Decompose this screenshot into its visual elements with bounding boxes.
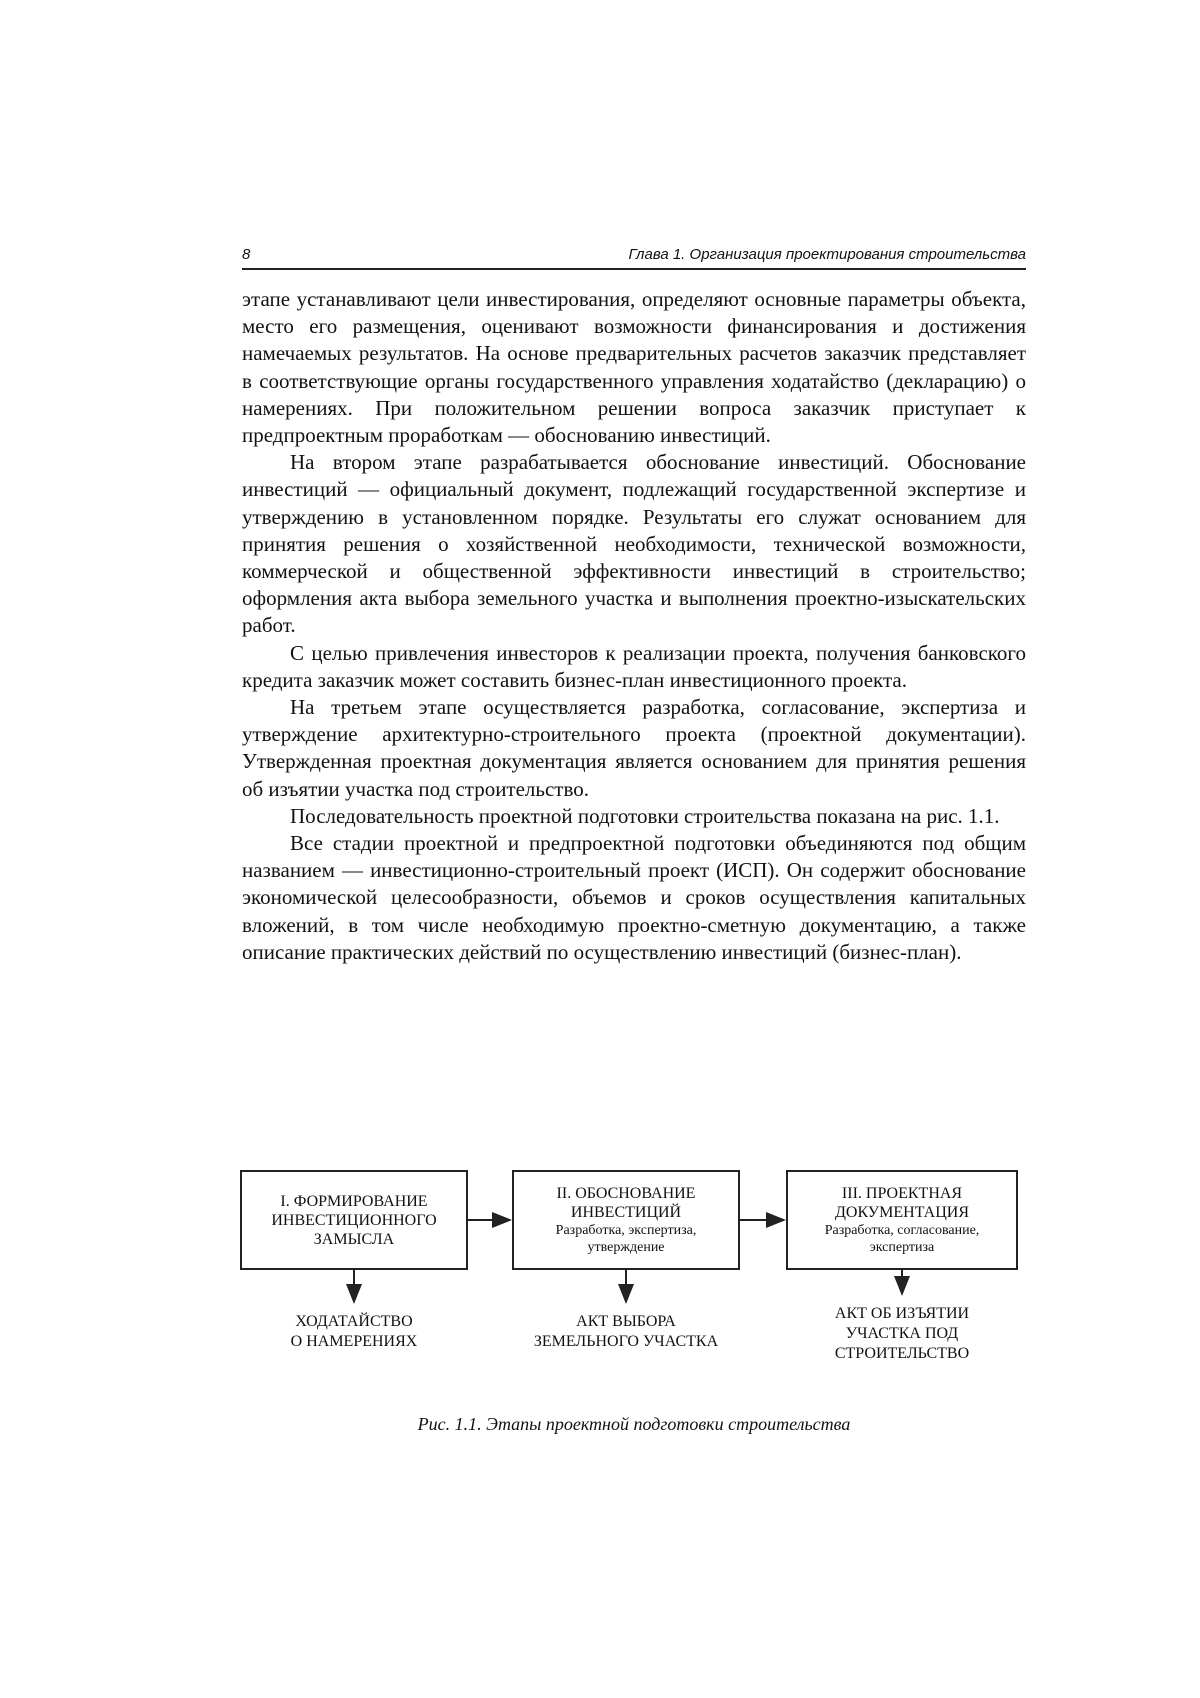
- stage-title-line: II. ОБОСНОВАНИЕ: [556, 1185, 696, 1202]
- stage-title-line: III. ПРОЕКТНАЯ: [841, 1185, 963, 1202]
- paragraph: Последовательность проектной подготовки строительства показана на рис. 1.1.: [290, 803, 1000, 828]
- paragraph: На втором этапе разрабатывается обоснование инвестиций. Обоснование инвестиций — официальный документ, подлежащий государственной экспертизе и утверждению в установленном порядке. Результаты его служат основанием для принятия решения о хозяйственной необходимости, технической возможности, коммерческой и общественной эффективности инвестиций в строительство; оформления акта выбора земельного участка и выполнения проектно-изыскательских работ.: [242, 450, 1026, 638]
- output-line: ХОДАТАЙСТВО: [295, 1313, 413, 1330]
- page-number: 8: [242, 246, 251, 263]
- chapter-title: Глава 1. Организация проектирования строительства: [628, 246, 1026, 263]
- stage-subtitle-line: Разработка, экспертиза,: [555, 1223, 697, 1238]
- stage-output-1: [240, 1312, 468, 1352]
- output-line: О НАМЕРЕНИЯХ: [290, 1333, 418, 1350]
- stage-title-line: ЗАМЫСЛА: [313, 1230, 395, 1248]
- stage-box-3: [786, 1170, 1018, 1270]
- stage-title-line: ИНВЕСТИЦИЙ: [570, 1204, 682, 1221]
- output-line: СТРОИТЕЛЬСТВО: [834, 1345, 970, 1362]
- figure-caption: Рис. 1.1. Этапы проектной подготовки строительства: [417, 1414, 851, 1434]
- output-line: АКТ ОБ ИЗЪЯТИИ: [834, 1305, 970, 1322]
- stage-box-2: [512, 1170, 740, 1270]
- stage-output-2: [512, 1312, 740, 1352]
- output-line: АКТ ВЫБОРА: [576, 1313, 676, 1330]
- stages-diagram: [240, 1170, 1030, 1410]
- paragraph: На третьем этапе осуществляется разработка, согласование, экспертиза и утверждение архитектурно-строительного проекта (проектной документации). Утвержденная проектная документация является основанием для принятия решения об изъятии участка под строительство.: [242, 695, 1026, 801]
- stage-subtitle-line: утверждение: [587, 1240, 665, 1255]
- paragraph: Все стадии проектной и предпроектной подготовки объединяются под общим названием — инвестиционно-строительный проект (ИСП). Он содержит обоснование экономической целесообразности, объемов и сроков осуществления капитальных вложений, в том числе необходимую проектно-сметную документацию, а также описание практических действий по осуществлению инвестиций (бизнес-план).: [242, 831, 1026, 964]
- stage-title-line: ДОКУМЕНТАЦИЯ: [834, 1204, 969, 1221]
- paragraph: этапе устанавливают цели инвестирования, определяют основные параметры объекта, место его размещения, оценивают возможности финансирования и достижения намечаемых результатов. На основе предварительных расчетов заказчик представляет в соответствующие органы государственного управления ходатайство (декларацию) о намерениях. При положительном решении вопроса заказчик приступает к предпроектным проработкам — обоснованию инвестиций.: [242, 287, 1026, 448]
- running-header: [242, 246, 1026, 270]
- paragraph: С целью привлечения инвесторов к реализации проекта, получения банковского кредита заказчик может составить бизнес-план инвестиционного проекта.: [242, 640, 1026, 692]
- stage-box-1: [240, 1170, 468, 1270]
- stage-output-3: [786, 1304, 1018, 1364]
- stage-subtitle-line: Разработка, согласование,: [824, 1223, 980, 1238]
- stage-subtitle-line: экспертиза: [869, 1240, 935, 1255]
- output-line: УЧАСТКА ПОД: [845, 1325, 959, 1342]
- stage-title-line: I. ФОРМИРОВАНИЕ: [280, 1192, 428, 1210]
- body-text: [242, 286, 1026, 966]
- stage-title-line: ИНВЕСТИЦИОННОГО: [271, 1211, 437, 1229]
- output-line: ЗЕМЕЛЬНОГО УЧАСТКА: [533, 1333, 719, 1350]
